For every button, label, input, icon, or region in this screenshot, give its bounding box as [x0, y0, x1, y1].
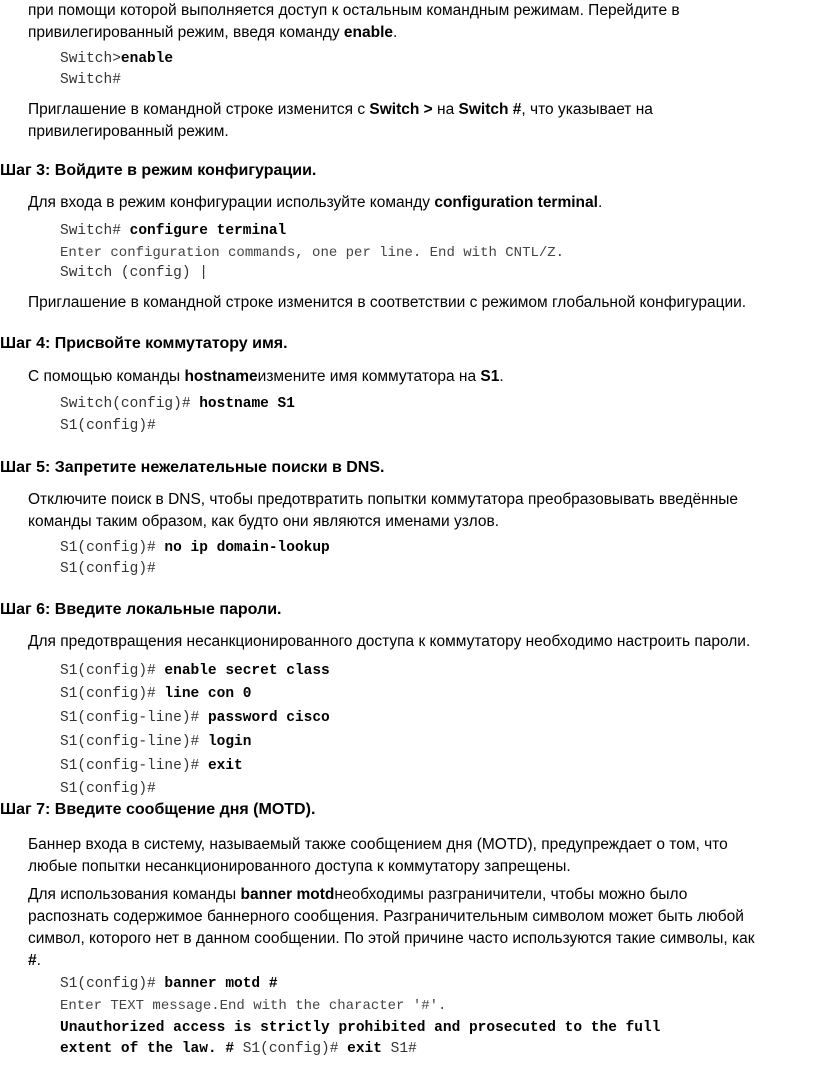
code-command: no ip domain-lookup [164, 540, 330, 556]
step7-para2-line-1 [28, 884, 687, 906]
text: измените имя коммутатора на [257, 368, 481, 385]
code-prompt: S1(config)# [60, 663, 165, 679]
text: Для использования команды [28, 886, 241, 903]
code-prompt: S1(config)# [234, 1041, 348, 1057]
text: . [499, 368, 504, 385]
step4-text [28, 366, 504, 388]
code-prompt: Switch> [60, 51, 121, 67]
step7-para1-line-2: любые попытки несанкционированного доступа к коммутатору запрещены. [28, 858, 571, 875]
prompt-change-line-1 [28, 99, 653, 121]
step3-text [28, 192, 602, 214]
banner-text-line-2 [60, 1039, 417, 1059]
code-prompt: Switch# [60, 223, 130, 239]
intro-line-2 [28, 22, 397, 44]
code-command: login [207, 734, 252, 750]
code-line [60, 708, 330, 728]
code-prompt: S1(config)# [60, 686, 165, 702]
text: , что указывает на [521, 101, 653, 118]
code-prompt: Switch# [60, 72, 121, 88]
code-output: Enter configuration commands, one per line. End with CNTL/Z. [60, 245, 565, 261]
code-command: password cisco [207, 710, 330, 726]
code-prompt: S1(config)# [60, 418, 156, 434]
text: на [432, 101, 459, 118]
code-prompt: S1(config)# [60, 976, 165, 992]
code-line [60, 394, 295, 414]
code-prompt: S1(config-line)# [60, 710, 208, 726]
banner-text-line-1 [60, 1018, 660, 1038]
intro-text: привилегированный режим, введя команду [28, 24, 344, 41]
text: . [36, 952, 41, 969]
step3-after-text: Приглашение в командной строке изменится в соответствии с режимом глобальной конфигурации. [28, 294, 747, 311]
step5-heading: Шаг 5: Запретите нежелательные поиски в DNS. [0, 459, 385, 476]
code-prompt: Switch (config) | [60, 265, 208, 281]
code-line [60, 538, 330, 558]
banner-motd-command: banner motd [240, 886, 335, 903]
code-line [60, 263, 208, 283]
hostname-command: hostname [184, 368, 258, 385]
switch-priv-prompt: Switch # [458, 101, 522, 118]
enable-command: enable [343, 24, 393, 41]
text: . [597, 194, 603, 211]
code-line [60, 732, 251, 752]
code-command: exit [207, 758, 243, 774]
code-command: enable [120, 51, 174, 67]
code-line [60, 661, 330, 681]
step7-para1-line-1: Баннер входа в систему, называемый также сообщением дня (MOTD), предупреждает о том, что [28, 836, 728, 853]
code-prompt: S1(config-line)# [60, 734, 208, 750]
step7-para2-line-3: символ, которого нет в данном сообщении. По этой причине часто используются такие символы, как [28, 930, 755, 947]
code-prompt: Switch(config)# [60, 396, 200, 412]
code-line [60, 756, 243, 776]
step4-heading: Шаг 4: Присвойте коммутатору имя. [0, 335, 288, 352]
text: С помощью команды [28, 368, 185, 385]
switch-user-prompt: Switch > [369, 101, 433, 118]
prompt-change-line-2: привилегированный режим. [28, 123, 229, 140]
step6-heading: Шаг 6: Введите локальные пароли. [0, 601, 282, 618]
step5-line-1: Отключите поиск в DNS, чтобы предотвратить попытки коммутатора преобразовывать введённые [28, 491, 739, 508]
banner-text: extent of the law. # [60, 1041, 235, 1057]
s1-name: S1 [480, 368, 500, 385]
code-command: banner motd # [164, 976, 278, 992]
code-line [60, 974, 278, 994]
intro-line-1: при помощи которой выполняется доступ к остальным командным режимам. Перейдите в [28, 2, 680, 19]
code-prompt: S1(config-line)# [60, 758, 208, 774]
code-prompt: S1(config)# [60, 540, 165, 556]
text: необходимы разграничители, чтобы можно было [334, 886, 688, 903]
text: Для входа в режим конфигурации используйте команду [28, 194, 435, 211]
code-line [60, 779, 156, 799]
code-line [60, 49, 173, 69]
code-line [60, 416, 156, 436]
code-command: configure terminal [129, 223, 287, 239]
code-command: line con 0 [164, 686, 252, 702]
code-line [60, 70, 121, 90]
step7-heading: Шаг 7: Введите сообщение дня (MOTD). [0, 801, 316, 818]
text: Приглашение в командной строке изменится с [28, 101, 370, 118]
hash-symbol: # [28, 952, 37, 969]
code-line [60, 221, 286, 241]
code-prompt: S1(config)# [60, 561, 156, 577]
code-prompt: S1(config)# [60, 781, 156, 797]
step5-line-2: команды таким образом, как будто они являются именами узлов. [28, 513, 500, 530]
intro-period: . [393, 24, 398, 41]
configure-terminal-command: configuration terminal [434, 194, 598, 211]
step3-heading: Шаг 3: Войдите в режим конфигурации. [0, 162, 317, 179]
code-line [60, 559, 156, 579]
step6-text: Для предотвращения несанкционированного доступа к коммутатору необходимо настроить пароли. [28, 633, 751, 650]
code-line [60, 684, 251, 704]
code-command: exit [347, 1041, 382, 1057]
step7-para2-line-4 [28, 950, 41, 972]
code-command: hostname S1 [199, 396, 295, 412]
code-prompt: S1# [381, 1041, 417, 1057]
step7-para2-line-2: распознать содержимое баннерного сообщения. Разграничительным символом может быть любой [28, 908, 744, 925]
code-output: Enter TEXT message.End with the character '#'. [60, 998, 447, 1014]
code-command: enable secret class [164, 663, 330, 679]
banner-text: Unauthorized access is strictly prohibited and prosecuted to the full [60, 1020, 661, 1036]
